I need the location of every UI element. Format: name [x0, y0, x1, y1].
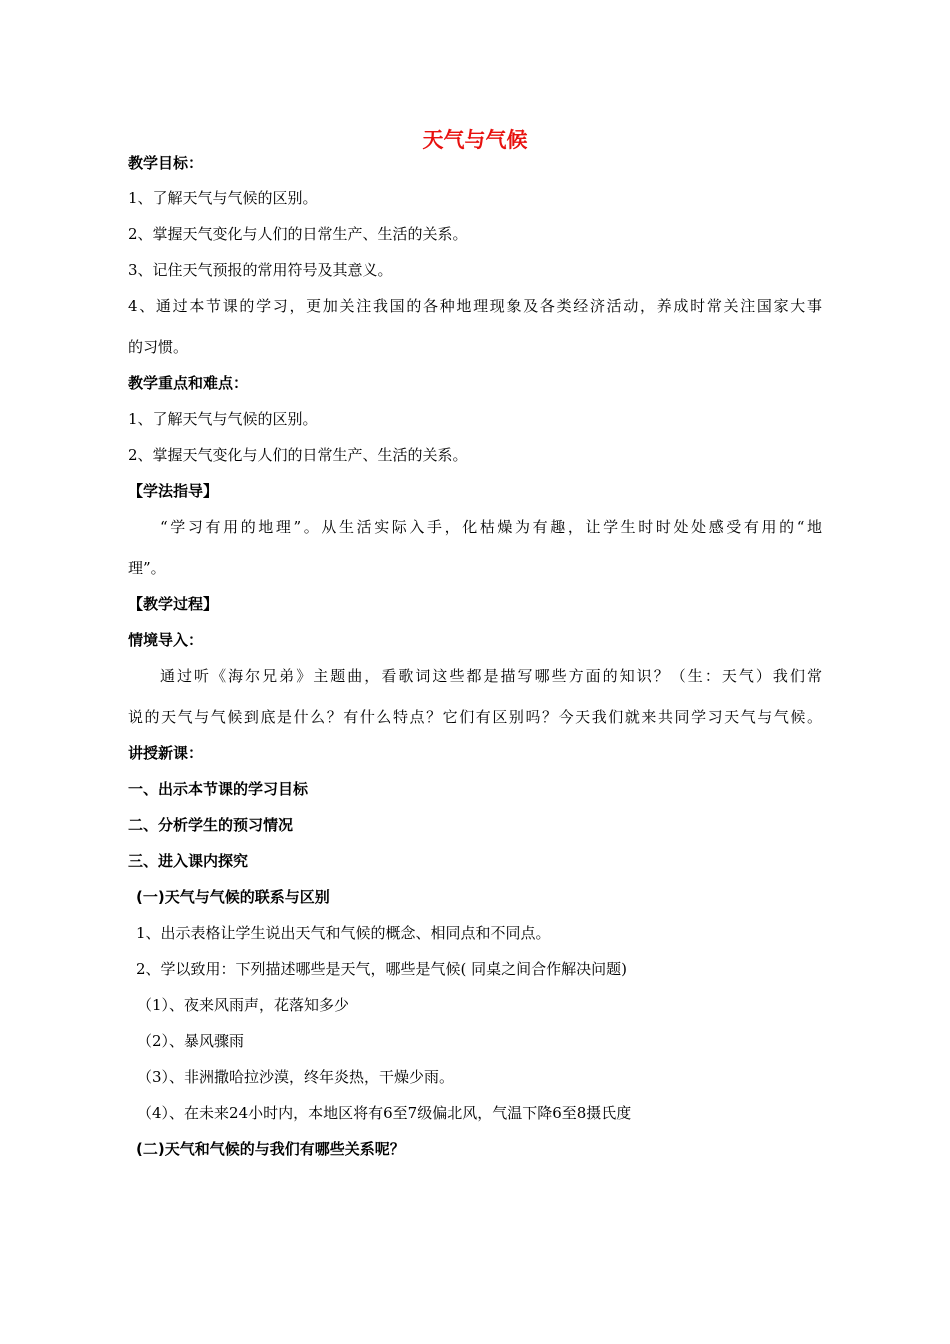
subsection-2-heading: (二)天气和气候的与我们有哪些关系呢？ — [136, 1140, 405, 1158]
intro-paragraph-line-2: 说的天气与气候到底是什么？有什么特点？它们有区别吗？今天我们就来共同学习天气与气候。 — [128, 708, 822, 726]
keypoint-2: 2、掌握天气变化与人们的日常生产、生活的关系。 — [128, 446, 468, 464]
example-3: （3）、非洲撒哈拉沙漠，终年炎热，干燥少雨。 — [137, 1068, 455, 1086]
objective-4-line-2: 的习惯。 — [128, 338, 189, 356]
document-title: 天气与气候 — [422, 128, 528, 152]
subsection-1-heading: (一)天气与气候的联系与区别 — [136, 888, 330, 906]
method-paragraph-line-1: “学习有用的地理”。从生活实际入手，化枯燥为有趣，让学生时时处处感受有用的“地 — [160, 518, 822, 536]
keypoint-1: 1、了解天气与气候的区别。 — [128, 410, 318, 428]
new-lesson-heading: 讲授新课： — [128, 744, 204, 762]
keypoints-heading: 教学重点和难点： — [128, 374, 249, 392]
objective-3: 3、记住天气预报的常用符号及其意义。 — [128, 261, 393, 279]
method-heading: 【学法指导】 — [128, 482, 219, 500]
example-4: （4）、在未来24小时内，本地区将有6至7级偏北风，气温下降6至8摄氏度 — [137, 1104, 632, 1122]
section-1-heading: 一、出示本节课的学习目标 — [128, 780, 309, 798]
objective-4-line-1: 4、通过本节课的学习，更加关注我国的各种地理现象及各类经济活动，养成时常关注国家大事 — [128, 297, 822, 315]
intro-paragraph-line-1: 通过听《海尔兄弟》主题曲，看歌词这些都是描写哪些方面的知识？（生：天气）我们常 — [160, 667, 822, 685]
process-heading: 【教学过程】 — [128, 595, 219, 613]
subsection-1-item-2: 2、学以致用：下列描述哪些是天气，哪些是气候( 同桌之间合作解决问题) — [136, 960, 628, 978]
example-1: （1）、夜来风雨声，花落知多少 — [137, 996, 350, 1014]
example-2: （2）、暴风骤雨 — [137, 1032, 245, 1050]
objective-1: 1、了解天气与气候的区别。 — [128, 189, 318, 207]
section-2-heading: 二、分析学生的预习情况 — [128, 816, 294, 834]
section-3-heading: 三、进入课内探究 — [128, 852, 249, 870]
objectives-heading: 教学目标： — [128, 154, 204, 172]
intro-heading: 情境导入： — [128, 631, 204, 649]
subsection-1-item-1: 1、出示表格让学生说出天气和气候的概念、相同点和不同点。 — [136, 924, 551, 942]
objective-2: 2、掌握天气变化与人们的日常生产、生活的关系。 — [128, 225, 468, 243]
method-paragraph-line-2: 理”。 — [128, 559, 166, 577]
